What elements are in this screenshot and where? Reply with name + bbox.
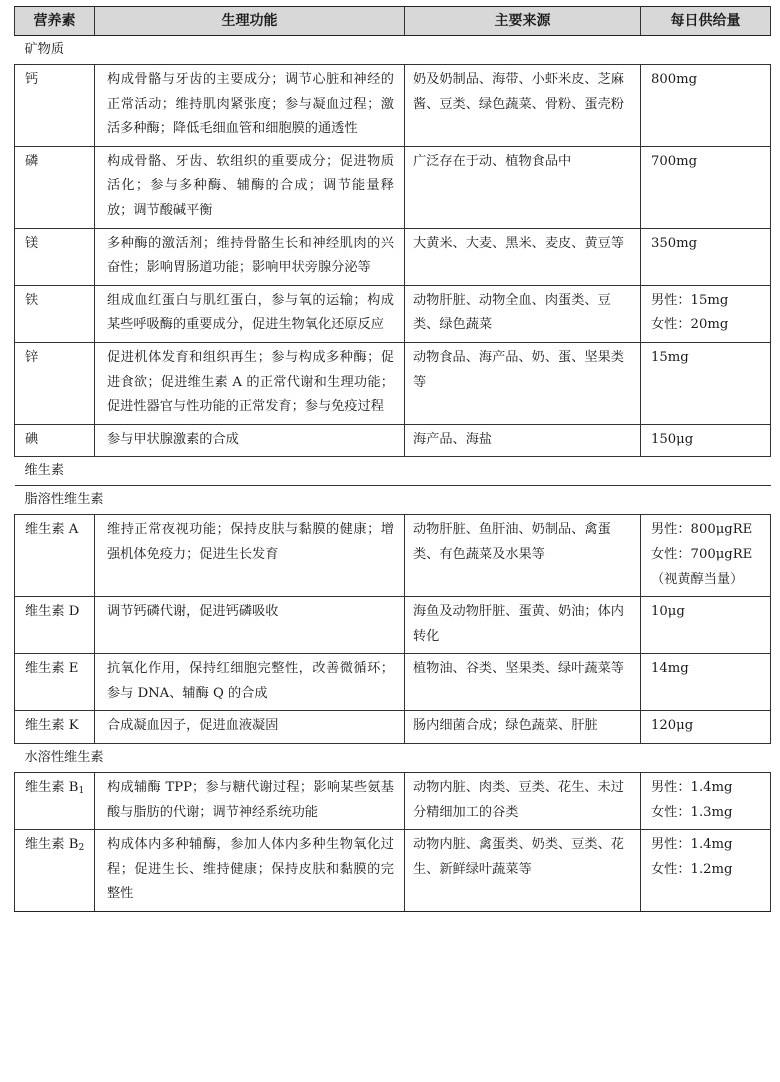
nutrient-function: 调节钙磷代谢，促进钙磷吸收 xyxy=(95,597,405,654)
nutrient-source: 植物油、谷类、坚果类、绿叶蔬菜等 xyxy=(405,654,641,711)
amount-line: 男性：15mg xyxy=(651,292,729,308)
amount-line: 10μg xyxy=(651,604,685,620)
table-row xyxy=(15,228,771,285)
nutrient-name: 锌 xyxy=(15,342,95,424)
header-source: 主要来源 xyxy=(405,7,641,36)
daily-amount xyxy=(641,146,771,228)
nutrient-source: 动物肝脏、动物全血、肉蛋类、豆类、绿色蔬菜 xyxy=(405,285,641,342)
amount-line: 800mg xyxy=(651,72,698,87)
amount-line: 女性：1.2mg xyxy=(651,861,733,877)
amount-line: 120μg xyxy=(651,718,694,734)
amount-line: 女性：1.3mg xyxy=(651,804,733,820)
amount-line: 女性：20mg xyxy=(651,317,729,333)
nutrient-name: 维生素 B2 xyxy=(15,830,95,912)
section-label: 矿物质 xyxy=(15,36,771,65)
header-nutrient: 营养素 xyxy=(15,7,95,36)
nutrient-table xyxy=(14,6,771,912)
daily-amount xyxy=(641,515,771,597)
nutrient-source: 奶及奶制品、海带、小虾米皮、芝麻酱、豆类、绿色蔬菜、骨粉、蛋壳粉 xyxy=(405,65,641,147)
nutrient-source: 动物内脏、肉类、豆类、花生、未过分精细加工的谷类 xyxy=(405,773,641,830)
daily-amount xyxy=(641,65,771,147)
amount-line: 15mg xyxy=(651,349,689,365)
nutrient-function: 组成血红蛋白与肌红蛋白，参与氧的运输；构成某些呼吸酶的重要成分，促进生物氧化还原反应 xyxy=(95,285,405,342)
nutrient-source: 大黄米、大麦、黑米、麦皮、黄豆等 xyxy=(405,228,641,285)
nutrient-function: 参与甲状腺激素的合成 xyxy=(95,424,405,457)
daily-amount xyxy=(641,597,771,654)
nutrient-function: 合成凝血因子，促进血液凝固 xyxy=(95,711,405,744)
nutrient-function: 构成辅酶 TPP；参与糖代谢过程；影响某些氨基酸与脂肪的代谢；调节神经系统功能 xyxy=(95,773,405,830)
daily-amount xyxy=(641,711,771,744)
amount-line: 14mg xyxy=(651,661,689,677)
table-row xyxy=(15,515,771,597)
daily-amount xyxy=(641,830,771,912)
nutrient-name: 铁 xyxy=(15,285,95,342)
nutrient-name: 镁 xyxy=(15,228,95,285)
table-row xyxy=(15,597,771,654)
nutrient-function: 维持正常夜视功能；保持皮肤与黏膜的健康；增强机体免疫力；促进生长发育 xyxy=(95,515,405,597)
nutrient-name: 钙 xyxy=(15,65,95,147)
daily-amount xyxy=(641,424,771,457)
section-row xyxy=(15,744,771,773)
daily-amount xyxy=(641,342,771,424)
nutrient-function: 构成骨骼、牙齿、软组织的重要成分；促进物质活化；参与多种酶、辅酶的合成；调节能量释放；调节酸碱平衡 xyxy=(95,146,405,228)
nutrient-function: 促进机体发育和组织再生；参与构成多种酶；促进食欲；促进维生素 A 的正常代谢和生理功能；促进性器官与性功能的正常发育；参与免疫过程 xyxy=(95,342,405,424)
nutrient-name: 维生素 K xyxy=(15,711,95,744)
section-row xyxy=(15,457,771,486)
section-row xyxy=(15,486,771,515)
section-label: 维生素 xyxy=(15,457,771,486)
nutrient-source: 广泛存在于动、植物食品中 xyxy=(405,146,641,228)
amount-line: 男性：1.4mg xyxy=(651,780,733,796)
nutrient-name: 维生素 D xyxy=(15,597,95,654)
nutrient-source: 海鱼及动物肝脏、蛋黄、奶油；体内转化 xyxy=(405,597,641,654)
amount-line: 150μg xyxy=(651,431,694,447)
table-row xyxy=(15,342,771,424)
header-row xyxy=(15,7,771,36)
header-daily: 每日供给量 xyxy=(641,7,771,36)
table-row xyxy=(15,654,771,711)
table-row xyxy=(15,285,771,342)
header-function: 生理功能 xyxy=(95,7,405,36)
nutrient-source: 海产品、海盐 xyxy=(405,424,641,457)
nutrient-name: 维生素 E xyxy=(15,654,95,711)
table-row xyxy=(15,830,771,912)
section-label: 水溶性维生素 xyxy=(15,744,771,773)
table-row xyxy=(15,424,771,457)
daily-amount xyxy=(641,773,771,830)
amount-line: 男性：1.4mg xyxy=(651,837,733,853)
nutrient-source: 肠内细菌合成；绿色蔬菜、肝脏 xyxy=(405,711,641,744)
nutrient-name: 维生素 A xyxy=(15,515,95,597)
nutrient-function: 多种酶的激活剂；维持骨骼生长和神经肌肉的兴奋性；影响胃肠道功能；影响甲状旁腺分泌等 xyxy=(95,228,405,285)
section-label: 脂溶性维生素 xyxy=(15,486,771,515)
nutrient-source: 动物内脏、禽蛋类、奶类、豆类、花生、新鲜绿叶蔬菜等 xyxy=(405,830,641,912)
table-row xyxy=(15,146,771,228)
section-row xyxy=(15,36,771,65)
daily-amount xyxy=(641,285,771,342)
nutrient-name: 碘 xyxy=(15,424,95,457)
nutrient-source: 动物肝脏、鱼肝油、奶制品、禽蛋类、有色蔬菜及水果等 xyxy=(405,515,641,597)
nutrient-function: 构成体内多种辅酶，参加人体内多种生物氧化过程；促进生长、维持健康；保持皮肤和黏膜的完整性 xyxy=(95,830,405,912)
daily-amount xyxy=(641,228,771,285)
amount-line: 700mg xyxy=(651,153,698,169)
name-subscript: 1 xyxy=(78,786,85,797)
name-subscript: 2 xyxy=(78,843,85,854)
table-body xyxy=(15,36,771,912)
amount-line: （视黄醇当量） xyxy=(651,571,744,587)
nutrient-function: 构成骨骼与牙齿的主要成分；调节心脏和神经的正常活动；维持肌肉紧张度；参与凝血过程；激活多种酶；降低毛细血管和细胞膜的通透性 xyxy=(95,65,405,147)
amount-line: 男性：800μgRE xyxy=(651,522,753,538)
amount-line: 女性：700μgRE xyxy=(651,546,753,562)
table-row xyxy=(15,773,771,830)
table-row xyxy=(15,711,771,744)
nutrient-source: 动物食品、海产品、奶、蛋、坚果类等 xyxy=(405,342,641,424)
nutrient-function: 抗氧化作用，保持红细胞完整性，改善微循环；参与 DNA、辅酶 Q 的合成 xyxy=(95,654,405,711)
daily-amount xyxy=(641,654,771,711)
amount-line: 350mg xyxy=(651,235,698,251)
nutrient-name: 维生素 B1 xyxy=(15,773,95,830)
table-row xyxy=(15,65,771,147)
nutrient-name: 磷 xyxy=(15,146,95,228)
